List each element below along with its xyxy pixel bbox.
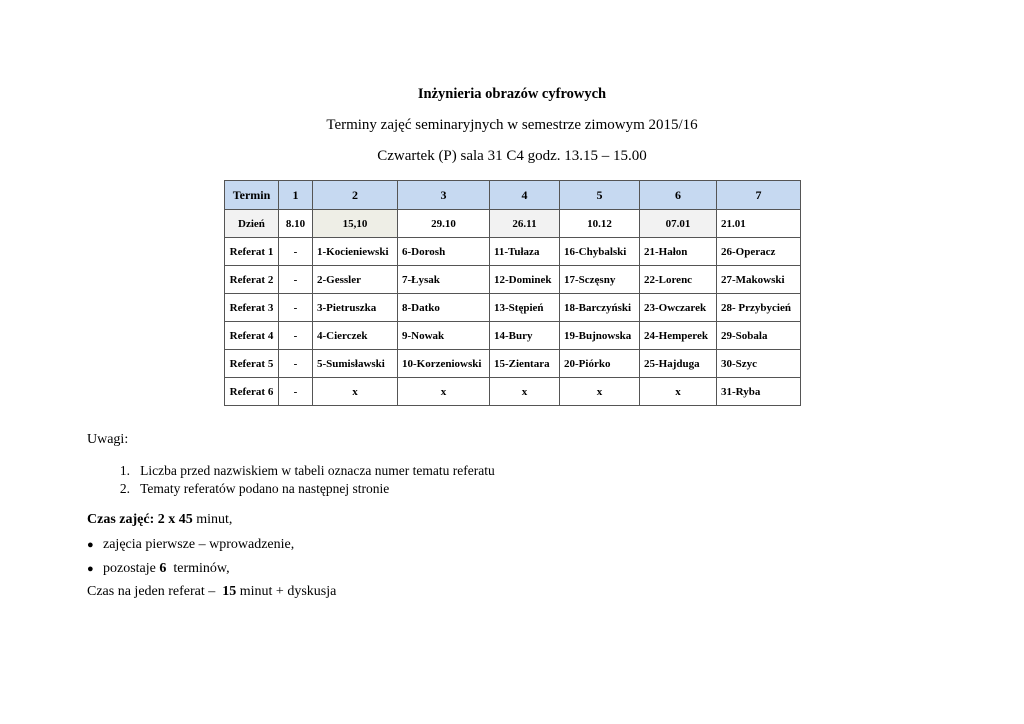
table-cell: 4-Cierczek: [313, 322, 398, 350]
duration-label: Czas zajęć:: [87, 512, 155, 527]
header-cell-5: 5: [560, 181, 640, 210]
talk-duration-value: 15: [222, 584, 237, 599]
talk-duration-unit: minut + dyskusja: [239, 584, 337, 599]
table-cell: 2-Gessler: [313, 266, 398, 294]
table-row: [225, 294, 801, 322]
row-label: Referat 3: [225, 294, 279, 322]
note-text: Tematy referatów podano na następnej stronie: [140, 481, 390, 496]
duration-value: 2 x 45: [157, 512, 193, 527]
talk-duration: [87, 584, 336, 600]
header-cell-2: 2: [313, 181, 398, 210]
table-cell: 31-Ryba: [717, 378, 801, 406]
table-cell: x: [640, 378, 717, 406]
bullet-text-before: pozostaje: [103, 561, 156, 576]
row-label: Referat 1: [225, 238, 279, 266]
header-cell-3: 3: [398, 181, 490, 210]
table-header-row: [225, 181, 801, 210]
table-cell: 21-Hałon: [640, 238, 717, 266]
table-cell: -: [279, 266, 313, 294]
table-cell: -: [279, 294, 313, 322]
header-cell-6: 6: [640, 181, 717, 210]
row-label: Referat 6: [225, 378, 279, 406]
table-cell: 6-Dorosh: [398, 238, 490, 266]
note-item: [87, 480, 495, 498]
table-cell: 25-Hajduga: [640, 350, 717, 378]
table-cell: 10-Korzeniowski: [398, 350, 490, 378]
bullet-number: 6: [159, 561, 167, 576]
table-cell: 14-Bury: [490, 322, 560, 350]
table-cell: 24-Hemperek: [640, 322, 717, 350]
bullet-dot-icon: ●: [87, 563, 94, 575]
note-item: [87, 462, 495, 480]
table-cell: -: [279, 238, 313, 266]
table-row-dates: [225, 210, 801, 238]
table-cell: 19-Bujnowska: [560, 322, 640, 350]
referat-rows: [225, 238, 801, 406]
header-cell-4: 4: [490, 181, 560, 210]
note-text: Liczba przed nazwiskiem w tabeli oznacza numer tematu referatu: [140, 463, 495, 478]
table-cell: 16-Chybalski: [560, 238, 640, 266]
table-cell: 17-Sczęsny: [560, 266, 640, 294]
date-cell-2: 15,10: [313, 210, 398, 238]
row-label: Referat 2: [225, 266, 279, 294]
table-cell: 5-Sumisławski: [313, 350, 398, 378]
bullet-list: [87, 536, 294, 584]
table-row: [225, 378, 801, 406]
table-cell: 20-Piórko: [560, 350, 640, 378]
seminar-schedule-table: [224, 180, 801, 406]
bullet-item: [87, 536, 294, 560]
table-cell: 18-Barczyński: [560, 294, 640, 322]
header-cell-7: 7: [717, 181, 801, 210]
bullet-dot-icon: ●: [87, 539, 94, 551]
table-cell: x: [560, 378, 640, 406]
table-cell: 26-Operacz: [717, 238, 801, 266]
date-cell-6: 07.01: [640, 210, 717, 238]
bullet-text-after: terminów,: [173, 561, 230, 576]
schedule-line: Czwartek (P) sala 31 C4 godz. 13.15 – 15.00: [377, 148, 647, 164]
notes-list: [87, 462, 495, 498]
table-cell: 22-Lorenc: [640, 266, 717, 294]
table-cell: x: [490, 378, 560, 406]
date-cell-5: 10.12: [560, 210, 640, 238]
table-cell: 28- Przybycień: [717, 294, 801, 322]
table-cell: 29-Sobala: [717, 322, 801, 350]
date-cell-1: 8.10: [279, 210, 313, 238]
table-cell: -: [279, 378, 313, 406]
table-cell: x: [398, 378, 490, 406]
table-row: [225, 266, 801, 294]
class-duration: [87, 512, 232, 528]
table-cell: 15-Zientara: [490, 350, 560, 378]
table-row: [225, 238, 801, 266]
row-label-dzien: Dzień: [225, 210, 279, 238]
note-number: 1.: [119, 463, 130, 478]
header-cell-1: 1: [279, 181, 313, 210]
table-cell: 3-Pietruszka: [313, 294, 398, 322]
date-cell-3: 29.10: [398, 210, 490, 238]
row-label: Referat 5: [225, 350, 279, 378]
table-cell: 11-Tułaza: [490, 238, 560, 266]
document-subtitle: Terminy zajęć seminaryjnych w semestrze zimowym 2015/16: [326, 117, 698, 133]
notes-label: Uwagi:: [87, 432, 129, 447]
date-cell-7: 21.01: [717, 210, 801, 238]
date-cell-4: 26.11: [490, 210, 560, 238]
table-row: [225, 350, 801, 378]
table-cell: 1-Kocieniewski: [313, 238, 398, 266]
table-cell: -: [279, 322, 313, 350]
table-cell: 30-Szyc: [717, 350, 801, 378]
table-cell: 7-Łysak: [398, 266, 490, 294]
note-number: 2.: [119, 481, 130, 496]
table-cell: -: [279, 350, 313, 378]
document-title: Inżynieria obrazów cyfrowych: [417, 86, 607, 102]
table-row: [225, 322, 801, 350]
bullet-item: [87, 560, 294, 584]
table-cell: x: [313, 378, 398, 406]
table-cell: 23-Owczarek: [640, 294, 717, 322]
table-cell: 9-Nowak: [398, 322, 490, 350]
table-cell: 12-Dominek: [490, 266, 560, 294]
table-cell: 27-Makowski: [717, 266, 801, 294]
bullet-text: zajęcia pierwsze – wprowadzenie,: [103, 537, 295, 552]
row-label: Referat 4: [225, 322, 279, 350]
duration-unit: minut,: [196, 512, 233, 527]
talk-duration-label: Czas na jeden referat –: [87, 584, 216, 599]
table-cell: 13-Stępień: [490, 294, 560, 322]
table-cell: 8-Datko: [398, 294, 490, 322]
header-cell-termin: Termin: [225, 181, 279, 210]
